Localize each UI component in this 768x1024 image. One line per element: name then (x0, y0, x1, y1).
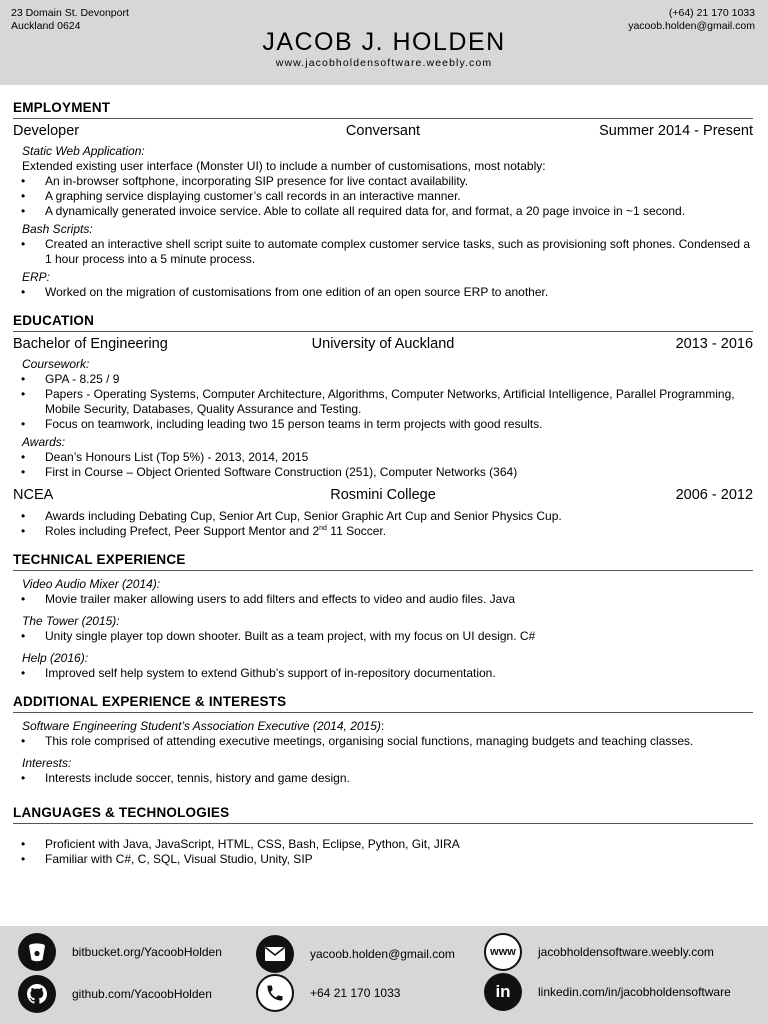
static-web-intro: Extended existing user interface (Monster UI) to include a number of customisations, most notably: (22, 159, 546, 173)
static-web-list (13, 174, 753, 219)
sesa-label: Software Engineering Student’s Association Executive (2014, 2015) (22, 719, 381, 733)
list-item: • Movie trailer maker allowing users to add filters and effects to video and audio files. Java (45, 592, 753, 607)
subheading-project: Video Audio Mixer (2014): (22, 577, 161, 591)
resume-footer (0, 926, 768, 1024)
footer-bitbucket-link[interactable] (18, 933, 222, 971)
erp-list (13, 285, 753, 300)
list-item: • First in Course – Object Oriented Software Construction (251), Computer Networks (364) (45, 465, 753, 480)
footer-linkedin-link[interactable] (484, 973, 731, 1011)
project-list (13, 629, 753, 644)
header-website[interactable]: www.jacobholdensoftware.weebly.com (275, 57, 493, 69)
section-title-additional: ADDITIONAL EXPERIENCE & INTERESTS (13, 693, 753, 713)
github-url: github.com/YacoobHolden (72, 987, 212, 1001)
awards-list (13, 450, 753, 480)
list-item: • A dynamically generated invoice service. Able to collate all required data for, and format, a 20 page invoice in ~1 second. (45, 204, 753, 219)
footer-website-link[interactable] (484, 933, 714, 971)
www-icon-text: www (490, 946, 516, 958)
project-list (13, 592, 753, 607)
list-item: • Dean’s Honours List (Top 5%) - 2013, 2014, 2015 (45, 450, 753, 465)
education-entry-college (13, 486, 753, 505)
header-phone: (+64) 21 170 1033 (668, 7, 755, 19)
list-item (45, 524, 753, 539)
college-list (13, 509, 753, 539)
resume-body (13, 99, 753, 867)
education-entry-university (13, 335, 753, 354)
list-item: • Interests include soccer, tennis, history and game design. (45, 771, 753, 786)
university-dates: 2013 - 2016 (675, 336, 754, 352)
list-item: • Worked on the migration of customisations from one edition of an open source ERP to another. (45, 285, 753, 300)
roles-text-end: 11 Soccer. (326, 524, 387, 538)
subheading-sesa (13, 719, 753, 734)
linkedin-icon (484, 973, 522, 1011)
degree: Bachelor of Engineering (13, 336, 168, 352)
college: Rosmini College (330, 487, 436, 503)
candidate-name: JACOB J. HOLDEN (262, 28, 506, 56)
list-item: • Created an interactive shell script suite to automate complex customer service tasks, such as provisioning soft phones. Condensed a 1 hour process into a 5 minute process. (45, 237, 753, 267)
job-company: Conversant (345, 123, 421, 139)
linkedin-icon-text: in (495, 982, 511, 1001)
list-item: • Awards including Debating Cup, Senior Art Cup, Senior Graphic Art Cup and Senior Physics Cup. (45, 509, 753, 524)
subheading-project: Help (2016): (22, 651, 89, 665)
interests-list (13, 771, 753, 786)
list-item: • This role comprised of attending executive meetings, organising social functions, managing budgets and teaching classes. (45, 734, 753, 749)
section-title-technical: TECHNICAL EXPERIENCE (13, 551, 753, 571)
resume-header (0, 0, 768, 85)
bitbucket-icon (18, 933, 56, 971)
list-item: • An in-browser softphone, incorporating SIP presence for live contact availability. (45, 174, 753, 189)
section-title-employment: EMPLOYMENT (13, 99, 753, 119)
github-icon (18, 975, 56, 1013)
list-item: • GPA - 8.25 / 9 (45, 372, 753, 387)
job-dates: Summer 2014 - Present (599, 123, 754, 139)
sesa-list (13, 734, 753, 749)
languages-list (13, 837, 753, 867)
subheading-coursework: Coursework: (22, 357, 90, 371)
address-line-2: Auckland 0624 (11, 20, 81, 32)
address-line-1: 23 Domain St. Devonport (11, 7, 129, 19)
footer-phone: +64 21 170 1033 (310, 986, 401, 1000)
footer-phone-link[interactable] (256, 974, 400, 1012)
section-title-languages: LANGUAGES & TECHNOLOGIES (13, 804, 753, 824)
university: University of Auckland (311, 336, 455, 352)
list-item: • Focus on teamwork, including leading two 15 person teams in term projects with good results. (45, 417, 753, 432)
footer-github-link[interactable] (18, 975, 212, 1013)
list-item: • Papers - Operating Systems, Computer Architecture, Algorithms, Computer Networks, Artificial Intelligence, Parallel Programming, Mobile Security, Databases, Quality Assurance and Testing. (45, 387, 753, 417)
college-dates: 2006 - 2012 (675, 487, 754, 503)
list-item: • Proficient with Java, JavaScript, HTML, CSS, Bash, Eclipse, Python, Git, JIRA (45, 837, 753, 852)
list-item: • Unity single player top down shooter. Built as a team project, with my focus on UI design. C# (45, 629, 753, 644)
ordinal-suffix: nd (319, 525, 327, 532)
subheading-static-web: Static Web Application: (22, 144, 145, 158)
qualification: NCEA (13, 487, 54, 503)
list-item: • Improved self help system to extend Github’s support of in-repository documentation. (45, 666, 753, 681)
list-item: • Familiar with C#, C, SQL, Visual Studio, Unity, SIP (45, 852, 753, 867)
list-item: • A graphing service displaying customer’s call records in an interactive manner. (45, 189, 753, 204)
bitbucket-url: bitbucket.org/YacoobHolden (72, 945, 222, 959)
roles-text: Roles including Prefect, Peer Support Mentor and 2 (45, 524, 320, 538)
coursework-list (13, 372, 753, 432)
subheading-bash: Bash Scripts: (22, 222, 93, 236)
phone-icon (256, 974, 294, 1012)
subheading-awards: Awards: (22, 435, 66, 449)
section-title-education: EDUCATION (13, 312, 753, 332)
www-icon (484, 933, 522, 971)
subheading-interests: Interests: (22, 756, 72, 770)
footer-email: yacoob.holden@gmail.com (310, 947, 455, 961)
footer-linkedin: linkedin.com/in/jacobholdensoftware (538, 985, 731, 999)
header-email[interactable]: yacoob.holden@gmail.com (628, 20, 755, 32)
footer-email-link[interactable] (256, 935, 455, 973)
sesa-colon: : (380, 719, 385, 733)
subheading-erp: ERP: (22, 270, 51, 284)
envelope-icon (256, 935, 294, 973)
project-list (13, 666, 753, 681)
footer-website: jacobholdensoftware.weebly.com (538, 945, 714, 959)
bash-list (13, 237, 753, 267)
employment-entry (13, 122, 753, 141)
subheading-project: The Tower (2015): (22, 614, 120, 628)
job-role: Developer (13, 123, 80, 139)
